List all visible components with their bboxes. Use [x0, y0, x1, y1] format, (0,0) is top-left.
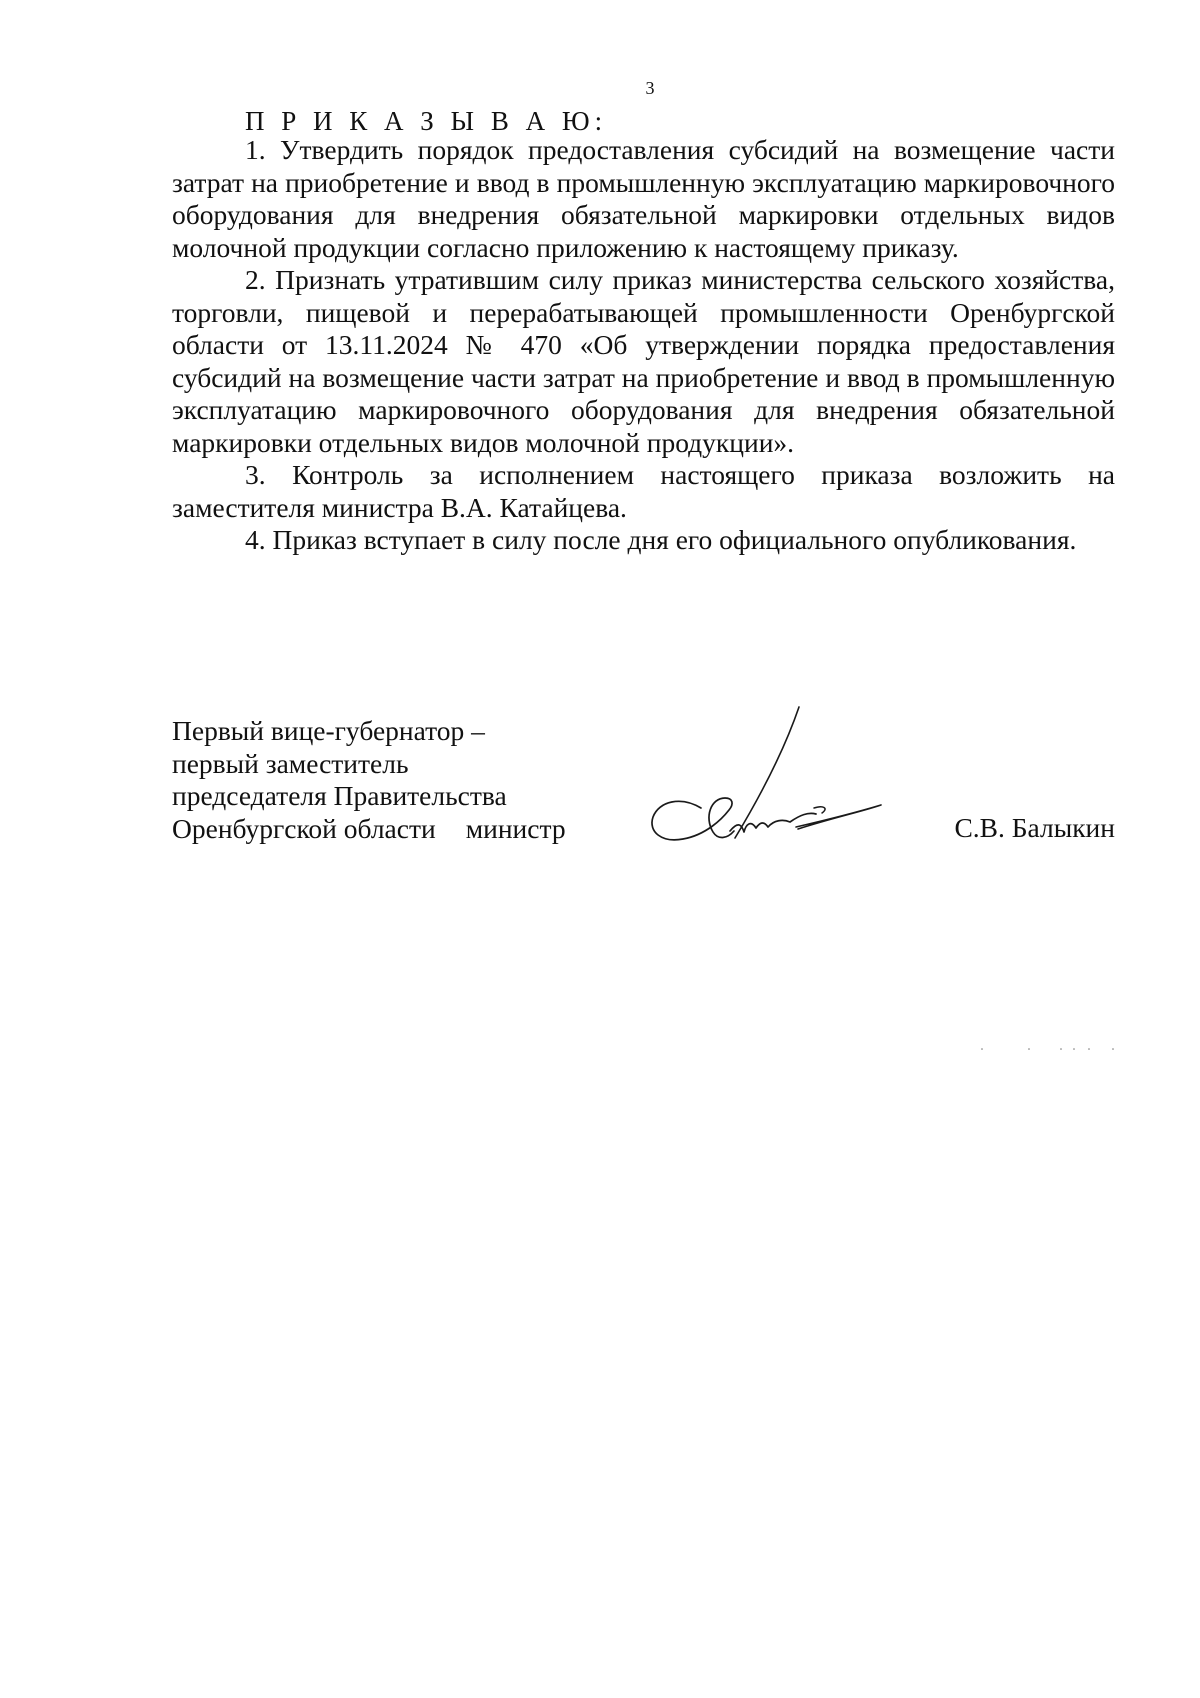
signature-letter-strokes [730, 813, 816, 832]
order-item-1: 1. Утвердить порядок предоставления субсидий на возмещение части затрат на приобретение и ввод в промышленную эксплуатацию маркировочного оборудования для внедрения обязательной маркировки отдельных видов молочной продукции согласно приложению к настоящему приказу. [172, 134, 1115, 263]
signer-title-line-2: первый заместитель [172, 747, 409, 779]
minister-title: министр [465, 812, 566, 844]
signer-title-line-4 [172, 813, 566, 846]
signer-title-line-3: председателя Правительства [172, 780, 507, 811]
signer-name: С.В. Балыкин [954, 812, 1115, 843]
signature-tail [796, 805, 881, 829]
order-item-4: 4. Приказ вступает в силу после дня его официального опубликования. [245, 524, 1077, 555]
order-heading: П Р И К А З Ы В А Ю: [245, 106, 608, 136]
order-item-3: 3. Контроль за исполнением настоящего приказа возложить на заместителя министра В.А. Катайцева. [172, 459, 1115, 523]
signature-main-loop [652, 798, 734, 840]
signer-title-line-1: Первый вице-губернатор – [172, 715, 485, 746]
signer-title [172, 715, 566, 845]
signature-long-stroke [735, 707, 799, 838]
order-body [172, 134, 1115, 557]
region-name: Оренбургской области [172, 812, 436, 844]
page-number: 3 [645, 78, 655, 98]
order-item-2: 2. Признать утратившим силу приказ министерства сельского хозяйства, торговли, пищевой и перерабатывающей промышленности Оренбургской области от 13.11.2024 № 470 «Об утверждении порядка предоставления субсидий на возмещение части затрат на приобретение и ввод в промышленную эксплуатацию маркировочного оборудования для внедрения обязательной маркировки отдельных видов молочной продукции». [172, 264, 1115, 458]
scan-artifact-dots [980, 1047, 1115, 1051]
signature-small-arc [814, 807, 825, 813]
signature-block [172, 715, 1115, 875]
handwritten-signature [638, 694, 888, 854]
